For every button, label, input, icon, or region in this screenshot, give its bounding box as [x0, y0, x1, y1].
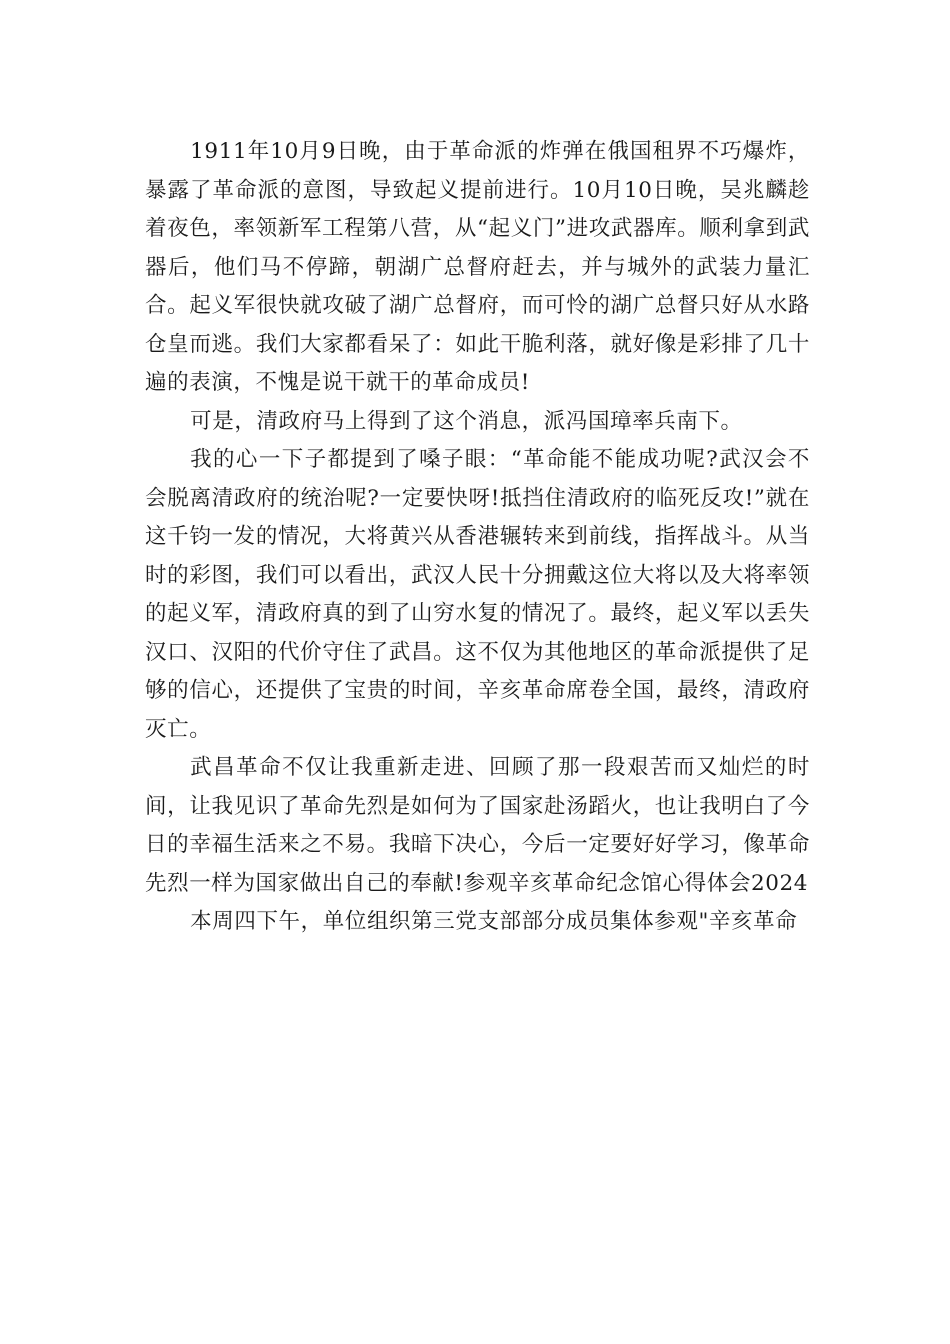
paragraph-3: 我的心一下子都提到了嗓子眼：“革命能不能成功呢?武汉会不会脱离清政府的统治呢?一定要快呀!抵挡住清政府的临死反攻!”就在这千钧一发的情况，大将黄兴从香港辗转来到前线，指挥战斗。从当时的彩图，我们可以看出，武汉人民十分拥戴这位大将以及大将率领的起义军，清政府真的到了山穷水复的情况了。最终，起义军以丢失汉口、汉阳的代价守住了武昌。这不仅为其他地区的革命派提供了足够的信心，还提供了宝贵的时间，辛亥革命席卷全国，最终，清政府灭亡。 — [145, 447, 810, 742]
paragraph-4: 武昌革命不仅让我重新走进、回顾了那一段艰苦而又灿烂的时间，让我见识了革命先烈是如何为了国家赴汤蹈火，也让我明白了今日的幸福生活来之不易。我暗下决心，今后一定要好好学习，像革命先烈一样为国家做出自己的奉献!参观辛亥革命纪念馆心得体会2024 — [145, 755, 810, 896]
paragraph-2: 可是，清政府马上得到了这个消息，派冯国璋率兵南下。 — [190, 408, 743, 434]
document-body — [145, 133, 810, 942]
paragraph-1: 1911年10月9日晚，由于革命派的炸弹在俄国租界不巧爆炸，暴露了革命派的意图，导致起义提前进行。10月10日晚，吴兆麟趁着夜色，率领新军工程第八营，从“起义门”进攻武器库。顺利拿到武器后，他们马不停蹄，朝湖广总督府赶去，并与城外的武装力量汇合。起义军很快就攻破了湖广总督府，而可怜的湖广总督只好从水路仓皇而逃。我们大家都看呆了：如此干脆利落，就好像是彩排了几十遍的表演，不愧是说干就干的革命成员! — [145, 139, 810, 395]
paragraph-5: 本周四下午，单位组织第三党支部部分成员集体参观"辛亥革命 — [190, 909, 798, 934]
